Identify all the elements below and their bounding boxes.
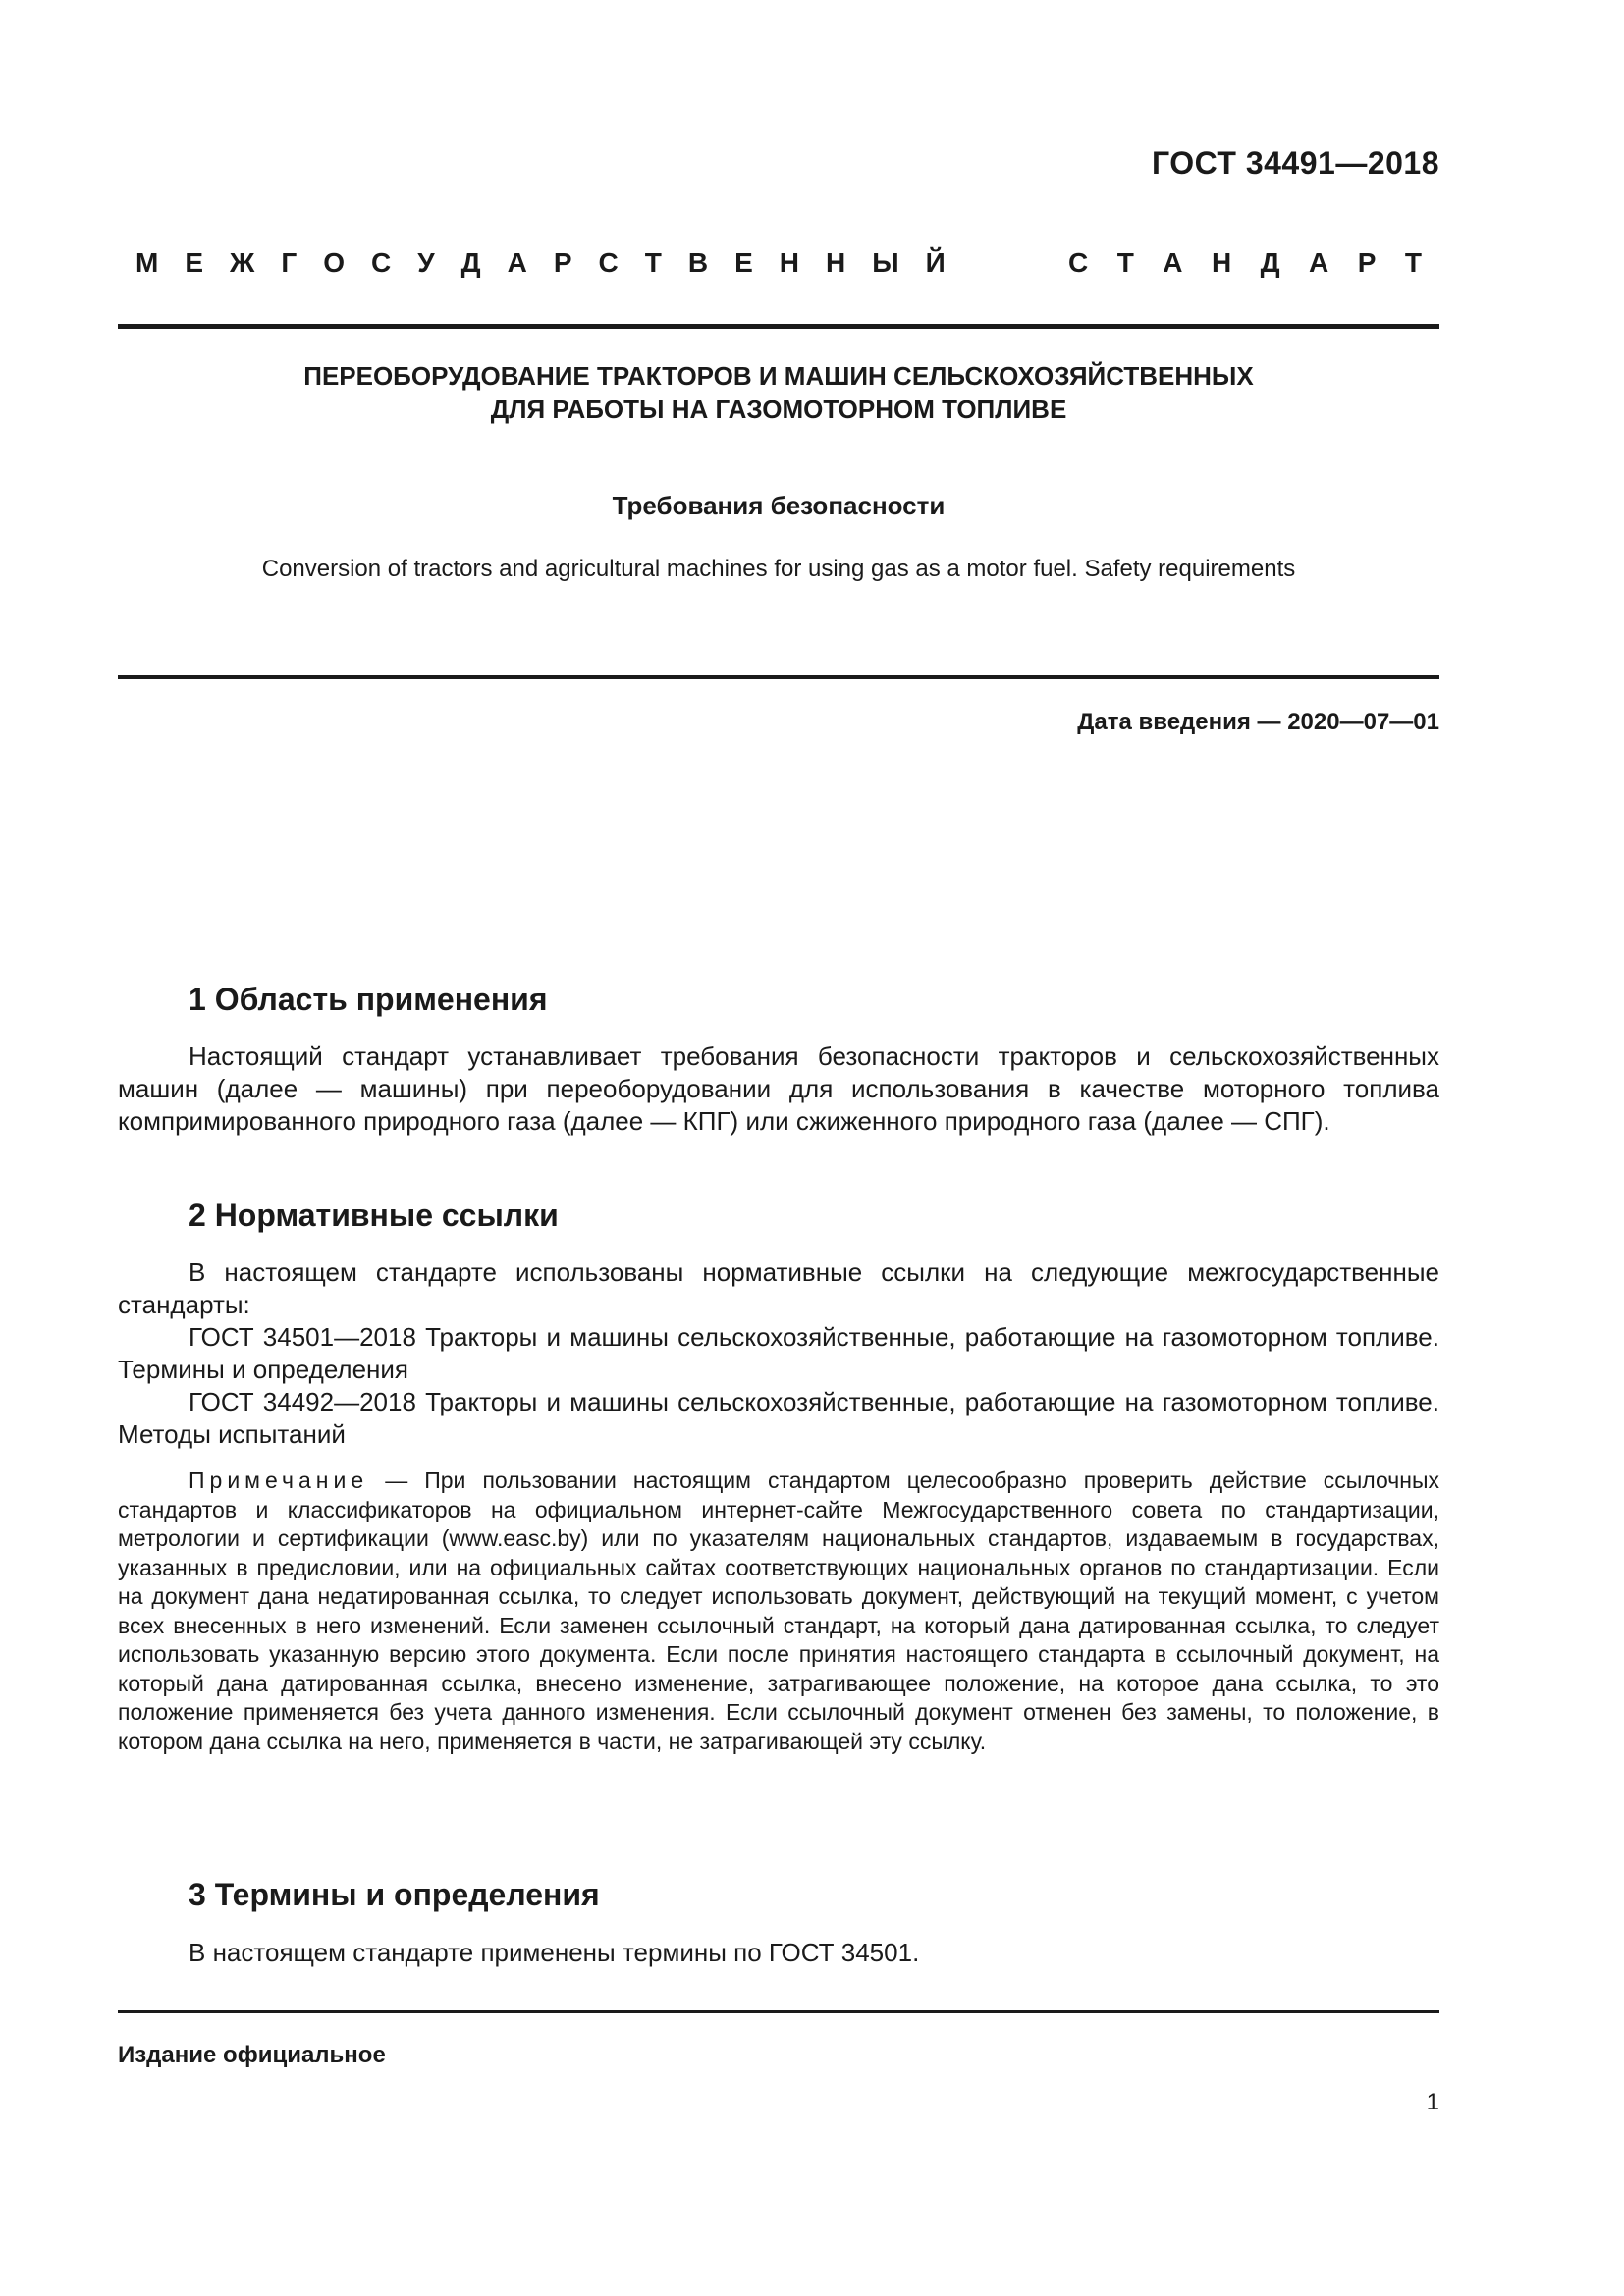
banner-letter: О bbox=[323, 247, 345, 278]
banner-letter: Р bbox=[553, 247, 572, 278]
section-body-terms bbox=[118, 1937, 1439, 1969]
banner-letter: В bbox=[687, 247, 709, 278]
banner-letter: А bbox=[1163, 247, 1183, 278]
banner-letter: Г bbox=[281, 247, 298, 278]
english-title: Conversion of tractors and agricultural machines for using gas as a motor fuel. Safety requirements bbox=[261, 556, 1296, 582]
document-subtitle: Требования безопасности bbox=[612, 491, 946, 520]
banner-letter: Е bbox=[734, 247, 753, 278]
document-page bbox=[118, 0, 1439, 2296]
section-heading-references: 2 Нормативные ссылки bbox=[189, 1198, 559, 1233]
banner-letter: Н bbox=[779, 247, 800, 278]
section-body-scope bbox=[118, 1041, 1439, 1138]
banner-letter: С bbox=[598, 247, 619, 278]
section-heading-terms: 3 Термины и определения bbox=[189, 1877, 600, 1912]
section-body-references bbox=[118, 1256, 1439, 1451]
title-line-2: ДЛЯ РАБОТЫ НА ГАЗОМОТОРНОМ ТОПЛИВЕ bbox=[490, 395, 1067, 424]
note-text: — При пользовании настоящим стандартом целесообразно проверить действие ссылочных стандартов и классификаторов на официальном интернет-сайте Межгосударственного совета по стандартизации, метрологии и сертификации (www.easc.by) или по указателям национальных стандартов, издаваемым в государствах, указанных в предисловии, или на официальных сайтах соответствующих национальных органов по стандартизации. Если на документ дана недатированная ссылка, то следует использовать документ, действующий на текущий момент, с учетом всех внесенных в него изменений. Если заменен ссылочный стандарт, на который дана датированная ссылка, то следует использовать указанную версию этого документа. Если после принятия настоящего стандарта в ссылочный документ, на который дана датированная ссылка, внесено изменение, затрагивающее положение, на которое дана ссылка, то это положение применяется без учета данного изменения. Если ссылочный документ отменен без замены, то положение, в котором дана ссылка на него, применяется в части, не затрагивающей эту ссылку. bbox=[118, 1468, 1439, 1754]
banner-letter: А bbox=[1309, 247, 1329, 278]
banner-letter: Е bbox=[185, 247, 204, 278]
references-note bbox=[118, 1467, 1439, 1756]
banner-word-interstate bbox=[135, 247, 946, 279]
banner-letter: Н bbox=[1211, 247, 1232, 278]
banner-letter: С bbox=[1068, 247, 1089, 278]
banner-letter: Д bbox=[1260, 247, 1280, 278]
document-code: ГОСТ 34491—2018 bbox=[1151, 145, 1439, 181]
top-rule bbox=[118, 324, 1439, 329]
banner-letter: Р bbox=[1357, 247, 1377, 278]
banner-letter: Д bbox=[460, 247, 481, 278]
standard-type-banner bbox=[135, 247, 1422, 279]
banner-word-standard bbox=[1068, 247, 1422, 279]
banner-letter: Ж bbox=[230, 247, 255, 278]
banner-letter: У bbox=[417, 247, 435, 278]
introduction-date: Дата введения — 2020—07—01 bbox=[1077, 709, 1439, 735]
terms-paragraph: В настоящем стандарте применены термины по ГОСТ 34501. bbox=[189, 1938, 920, 1967]
reference-item-34501: ГОСТ 34501—2018 Тракторы и машины сельскохозяйственные, работающие на газомоторном топливе. Термины и определения bbox=[118, 1322, 1439, 1384]
reference-item-34492: ГОСТ 34492—2018 Тракторы и машины сельскохозяйственные, работающие на газомоторном топливе. Методы испытаний bbox=[118, 1387, 1439, 1449]
title-line-1: ПЕРЕОБОРУДОВАНИЕ ТРАКТОРОВ И МАШИН СЕЛЬСКОХОЗЯЙСТВЕННЫХ bbox=[303, 361, 1254, 391]
banner-letter: Т bbox=[1404, 247, 1422, 278]
banner-letter: М bbox=[135, 247, 159, 278]
note-label: Примечание bbox=[189, 1468, 369, 1493]
official-edition-label: Издание официальное bbox=[118, 2042, 386, 2068]
document-title bbox=[118, 359, 1439, 426]
banner-letter: Ы bbox=[872, 247, 899, 278]
banner-letter: А bbox=[507, 247, 527, 278]
scope-paragraph: Настоящий стандарт устанавливает требования безопасности тракторов и сельскохозяйственных машин (далее — машины) при переоборудовании для использования в качестве моторного топлива компримированного природного газа (далее — КПГ) или сжиженного природного газа (далее — СПГ). bbox=[118, 1041, 1439, 1136]
section-heading-scope: 1 Область применения bbox=[189, 982, 548, 1017]
middle-rule bbox=[118, 675, 1439, 679]
banner-letter: С bbox=[370, 247, 392, 278]
references-intro: В настоящем стандарте использованы нормативные ссылки на следующие межгосударственные стандарты: bbox=[118, 1257, 1439, 1319]
page-number: 1 bbox=[1426, 2089, 1439, 2115]
banner-letter: Т bbox=[644, 247, 662, 278]
banner-letter: Й bbox=[925, 247, 946, 278]
banner-letter: Т bbox=[1116, 247, 1134, 278]
banner-letter: Н bbox=[826, 247, 846, 278]
footer-rule bbox=[118, 2010, 1439, 2013]
